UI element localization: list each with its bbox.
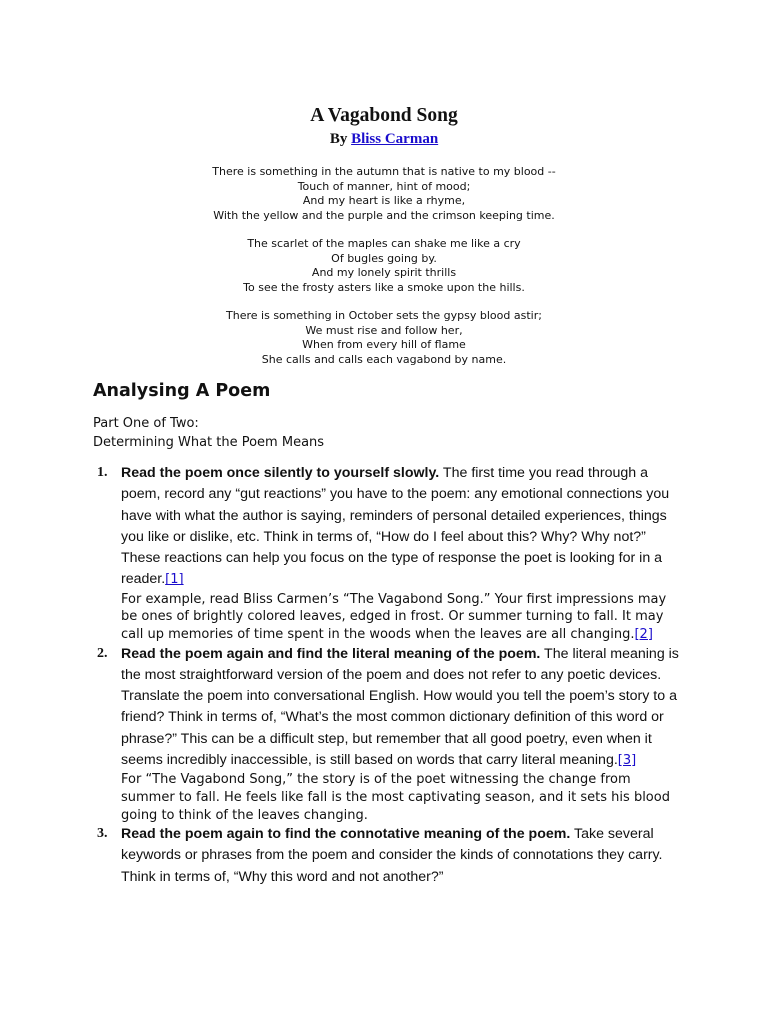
footnote-link[interactable]: [2]	[634, 626, 653, 642]
part-line-2: Determining What the Poem Means	[93, 435, 325, 450]
list-item	[0, 824, 681, 888]
poem-line: To see the frosty asters like a smoke upon the hills.	[243, 280, 525, 294]
by-label: By	[329, 131, 348, 147]
part-line-1: Part One of Two:	[93, 416, 199, 431]
item-example	[121, 591, 681, 644]
footnote-link[interactable]: [3]	[617, 753, 637, 769]
item-text: The literal meaning is the most straightforward version of the poem and does not refer to any poetic devices. Translate the poem into conversational English. How would you tell the poem’s story to a friend? Think in terms of, “What’s the most common dictionary definition of this word or phrase?” This can be a difficult step, but remember that all good poetry, even when it seems incredibly inaccessible, is still based on words that carry literal meaning.	[121, 645, 679, 769]
poem-line: She calls and calls each vagabond by name.	[261, 352, 507, 366]
item-example	[121, 771, 681, 824]
poem-line: There is something in October sets the gypsy blood astir;	[226, 309, 542, 322]
item-lead: Read the poem again to find the connotative meaning of the poem.	[121, 826, 571, 843]
example-text: For example, read Bliss Carmen’s “The Vagabond Song.” Your first impressions may be ones of brightly colored leaves, edged in frost. Or summer turning to fall. It may call up memories of time spent in the woods when the leaves are all changing.	[121, 591, 667, 642]
list-item	[0, 644, 681, 825]
poem-line: Touch of manner, hint of mood;	[297, 179, 471, 193]
poem-stanza-2	[0, 237, 768, 295]
steps-list	[0, 463, 768, 888]
item-body	[121, 644, 681, 772]
section-heading: Analysing A Poem	[93, 381, 271, 401]
footnote-link[interactable]: [1]	[165, 572, 184, 588]
poem-line: The scarlet of the maples can shake me like a cry	[247, 237, 521, 250]
list-item	[0, 463, 681, 644]
item-number: 1.	[97, 465, 108, 480]
poem-line: And my heart is like a rhyme,	[302, 194, 466, 208]
item-lead: Read the poem once silently to yourself slowly.	[121, 465, 440, 481]
item-text: Take several keywords or phrases from the poem and consider the kinds of connotations they carry. Think in terms of, “Why this word and not another?”	[121, 826, 663, 885]
byline	[0, 129, 768, 149]
item-body	[121, 463, 681, 591]
poem-stanza-3	[0, 309, 768, 367]
example-text: For “The Vagabond Song,” the story is of the poet witnessing the change from summer to fall. He feels like fall is the most captivating season, and it sets his blood going to think of the leaves changing.	[121, 772, 670, 823]
poem-line: When from every hill of flame	[302, 338, 466, 352]
poem-line: We must rise and follow her,	[305, 323, 463, 337]
author-link[interactable]: Bliss Carman	[351, 131, 439, 147]
item-number: 2.	[97, 645, 108, 661]
poem-line: Of bugles going by.	[331, 251, 437, 265]
poem-line: There is something in the autumn that is native to my blood --	[212, 165, 556, 178]
poem-line: And my lonely spirit thrills	[311, 266, 457, 280]
item-body	[121, 824, 681, 888]
part-label	[93, 414, 324, 452]
poem-title: A Vagabond Song	[310, 105, 458, 126]
poem-line: With the yellow and the purple and the crimson keeping time.	[213, 208, 555, 222]
item-lead: Read the poem again and find the literal meaning of the poem.	[121, 645, 541, 662]
item-text: The first time you read through a poem, record any “gut reactions” you have to the poem: any emotional connections you have with what the author is saying, reminders of personal detailed experiences, things you like or dislike, etc. Think in terms of, “How do I feel about this? Why? Why not?” These reactions can help you focus on the type of response the poet is looking for in a reader.	[121, 465, 670, 588]
poem-stanza-1	[0, 165, 768, 223]
item-number: 3.	[97, 826, 108, 842]
